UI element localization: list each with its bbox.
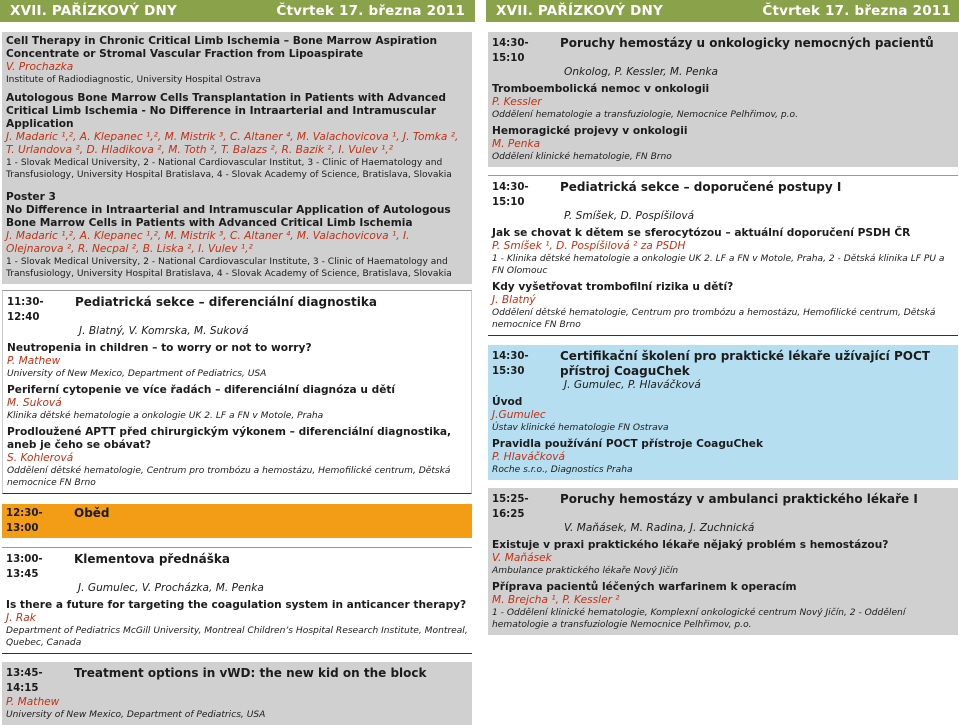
- session-title: Treatment options in vWD: the new kid on the block: [74, 666, 427, 680]
- poster-authors: J. Madaric ¹,², A. Klepanec ¹,², M. Mistrik ³, C. Altaner ⁴, M. Valachovicova ¹, I. Olejnarova ², R. Necpal ², B. Liska ², I. Vulev ¹,²: [6, 230, 410, 255]
- session-chairs: J. Blatný, V. Komrska, M. Suková: [79, 325, 249, 337]
- talk-item: [492, 125, 954, 163]
- talk-affil: 1 - Oddělení klinické hematologie, Komplexní onkologické centrum Nový Jičín, 2 - Oddělení hematologie a transfuziologie Nemocnice Pelhřimov, p.o.: [492, 608, 906, 630]
- talk-affil: Ústav klinické hematologie FN Ostrava: [492, 423, 669, 433]
- session-time: 14:30-15:30: [492, 351, 529, 377]
- right-page: [486, 0, 959, 660]
- session-title: Klementova přednáška: [74, 552, 230, 566]
- poster-title: No Difference in Intraarterial and Intramuscular Application of Autologous Bone Marrow Cells in Patients with Advanced Critical Limb Ischemia: [6, 204, 451, 229]
- talk-title: Kdy vyšetřovat trombofilní rizika u dětí?: [492, 281, 734, 293]
- talk-affil: Department of Pediatrics McGill University, Montreal Children’s Hospital Research Institute, Montreal, Quebec, Canada: [6, 626, 468, 648]
- session-chairs: J. Gumulec, P. Hlaváčková: [564, 379, 701, 391]
- talk-authors: M. Penka: [492, 138, 541, 150]
- session-time: 15:25-16:25: [492, 494, 529, 520]
- poster-affil: Institute of Radiodiagnostic, University Hospital Ostrava: [6, 75, 261, 85]
- talk-title: Tromboembolická nemoc v onkologii: [492, 83, 710, 95]
- talk-authors: J. Rak: [6, 612, 36, 624]
- session-coaguchek: [488, 345, 958, 480]
- talk-affil: Klinika dětské hematologie a onkologie UK 2. LF a FN v Motole, Praha: [7, 411, 324, 421]
- session-title: Oběd: [74, 506, 110, 520]
- poster-label: Poster 3: [6, 191, 56, 203]
- poster-title: Cell Therapy in Chronic Critical Limb Ischemia – Bone Marrow Aspiration Concentrate or Stromal Vascular Fraction from Lipoaspirate: [6, 35, 438, 60]
- poster-title: Autologous Bone Marrow Cells Transplantation in Patients with Advanced Critical Limb Ischemia - No Difference in Intraarterial and Intramuscular Application: [6, 92, 446, 130]
- talk-item: [492, 396, 954, 434]
- talk-item: [492, 281, 954, 331]
- session-title: Pediatrická sekce – diferenciální diagnostika: [75, 295, 377, 309]
- event-date: Čtvrtek 17. března 2011: [762, 3, 951, 19]
- session-heading: [492, 36, 954, 66]
- talk-affil: Oddělení dětské hematologie, Centrum pro trombózu a hemostázu, Hemofilické centrum, Dětská nemocnice FN Brno: [492, 308, 936, 330]
- talk-item: [6, 599, 468, 649]
- talk-title: Existuje v praxi praktického lékaře nějaký problém s hemostázou?: [492, 539, 889, 551]
- talk-authors: P. Kessler: [492, 96, 542, 108]
- session-title: Pediatrická sekce – doporučené postupy I: [560, 180, 842, 194]
- talk-item: [492, 83, 954, 121]
- session-klement-lecture: [2, 547, 472, 654]
- talk-affil: Oddělení klinické hematologie, FN Brno: [492, 152, 672, 162]
- event-date: Čtvrtek 17. března 2011: [276, 3, 465, 19]
- talk-authors: M. Suková: [7, 397, 62, 409]
- talk-title: Příprava pacientů léčených warfarinem k operacím: [492, 581, 797, 593]
- session-chairs: P. Smíšek, D. Pospíšilová: [564, 210, 695, 222]
- session-time: 14:30-15:10: [492, 38, 529, 64]
- session-chairs: V. Maňásek, M. Radina, J. Zuchnická: [564, 522, 755, 534]
- talk-item: [492, 227, 954, 277]
- session-time: 14:30-15:10: [492, 182, 529, 208]
- page-header: [486, 0, 959, 22]
- talk-authors: V. Maňásek: [492, 552, 552, 564]
- talk-title: Periferní cytopenie ve více řadách – diferenciální diagnóza u dětí: [7, 384, 396, 396]
- talk-affil: University of New Mexico, Department of Pediatrics, USA: [7, 369, 267, 379]
- poster-3: [6, 191, 468, 280]
- talk-authors: J.Gumulec: [492, 409, 546, 421]
- lunch-break: [2, 504, 472, 538]
- page-header: [0, 0, 475, 22]
- session-pediatric-dd: [2, 290, 472, 494]
- talk-affil: Oddělení dětské hematologie, Centrum pro trombózu a hemostázu, Hemofilické centrum, Dětská nemocnice FN Brno: [7, 466, 451, 488]
- session-heading: [492, 492, 954, 522]
- session-heading: [6, 506, 468, 536]
- talk-item: [492, 438, 954, 476]
- talk-authors: P. Hlaváčková: [492, 451, 566, 463]
- session-chairs: J. Gumulec, V. Procházka, M. Penka: [78, 582, 264, 594]
- talk-authors: P. Smíšek ¹, D. Pospíšilová ² za PSDH: [492, 240, 686, 252]
- poster-affil: 1 - Slovak Medical University, 2 - National Cardiovascular Institut, 3 - Clinic of Haematology and Transfusiology, University Hospital Bratislava, 4 - Slovak Academy of Science, Bratislava, Slovakia: [6, 158, 452, 180]
- talk-title: Jak se chovat k dětem se sferocytózou – aktuální doporučení PSDH ČR: [492, 227, 911, 239]
- poster-2: [6, 92, 468, 181]
- event-name: XVII. PAŘÍZKOVÝ DNY: [10, 3, 178, 19]
- talk-affil: University of New Mexico, Department of Pediatrics, USA: [6, 710, 266, 720]
- talk-authors: M. Brejcha ¹, P. Kessler ²: [492, 594, 620, 606]
- session-chairs: Onkolog, P. Kessler, M. Penka: [564, 66, 719, 78]
- talk-title: Pravidla používání POCT přístroje CoaguChek: [492, 438, 763, 450]
- session-vwd: [2, 662, 472, 725]
- talk-title: Prodloužené APTT před chirurgickým výkonem – diferenciální diagnostika, aneb je čeho se obávat?: [7, 426, 452, 451]
- talk-item: [492, 581, 954, 631]
- talk-item: [7, 342, 467, 380]
- talk-item: [7, 384, 467, 422]
- talk-authors: J. Blatný: [492, 294, 536, 306]
- session-heading: [6, 666, 468, 696]
- poster-1: [6, 35, 468, 86]
- talk-title: Úvod: [492, 396, 523, 408]
- poster-authors: J. Madaric ¹,², A. Klepanec ¹,², M. Mistrik ³, C. Altaner ⁴, M. Valachovicova ¹, J. Tomka ², T. Urlandova ², D. Hladikova ², M. Toth ², T. Balazs ², R. Bazik ², I. Vulev ¹,²: [6, 131, 459, 156]
- session-title: Poruchy hemostázy u onkologicky nemocných pacientů: [560, 36, 934, 50]
- talk-authors: S. Kohlerová: [7, 452, 74, 464]
- poster-authors: V. Prochazka: [6, 61, 74, 73]
- session-heading: [492, 349, 954, 379]
- session-time: 12:30-13:00: [6, 508, 43, 534]
- session-time: 13:00-13:45: [6, 554, 43, 580]
- session-heading: [6, 552, 468, 582]
- talk-authors: P. Mathew: [7, 355, 61, 367]
- session-heading: [492, 180, 954, 210]
- talk-affil: Roche s.r.o., Diagnostics Praha: [492, 465, 633, 475]
- talk-authors: P. Mathew: [6, 696, 60, 708]
- session-heading: [7, 295, 467, 325]
- poster-block: [2, 32, 472, 284]
- session-time: 13:45-14:15: [6, 668, 43, 694]
- session-title: Certifikační školení pro praktické lékaře užívající POCT přístroj CoaguChek: [560, 349, 930, 378]
- session-oncology: [488, 32, 958, 167]
- session-gp-hemostasis: [488, 488, 958, 635]
- left-page: [0, 0, 475, 720]
- session-title: Poruchy hemostázy v ambulanci praktického lékaře I: [560, 492, 918, 506]
- talk-affil: 1 - Klinika dětské hematologie a onkologie UK 2. LF a FN v Motole, Praha, 2 - Dětská klinika LF PU a FN Olomouc: [492, 254, 945, 276]
- talk-title: Hemoragické projevy v onkologii: [492, 125, 688, 137]
- talk-item: [492, 539, 954, 577]
- talk-title: Is there a future for targeting the coagulation system in anticancer therapy?: [6, 599, 467, 611]
- talk-title: Neutropenia in children – to worry or not to worry?: [7, 342, 312, 354]
- poster-affil: 1 - Slovak Medical University, 2 - National Cardiovascular Institute, 3 - Clinic of Haematology and Transfusiology, University Hospital Bratislava, 4 - Slovak Academy of Science, Bratislava, Slovakia: [6, 257, 452, 279]
- event-name: XVII. PAŘÍZKOVÝ DNY: [496, 3, 664, 19]
- talk-item: [7, 426, 467, 489]
- talk-affil: Oddělení hematologie a transfuziologie, Nemocnice Pelhřimov, p.o.: [492, 110, 799, 120]
- session-pediatric-guidelines: [488, 175, 958, 336]
- talk-affil: Ambulance praktického lékaře Nový Jičín: [492, 566, 679, 576]
- session-time: 11:30-12:40: [7, 297, 44, 323]
